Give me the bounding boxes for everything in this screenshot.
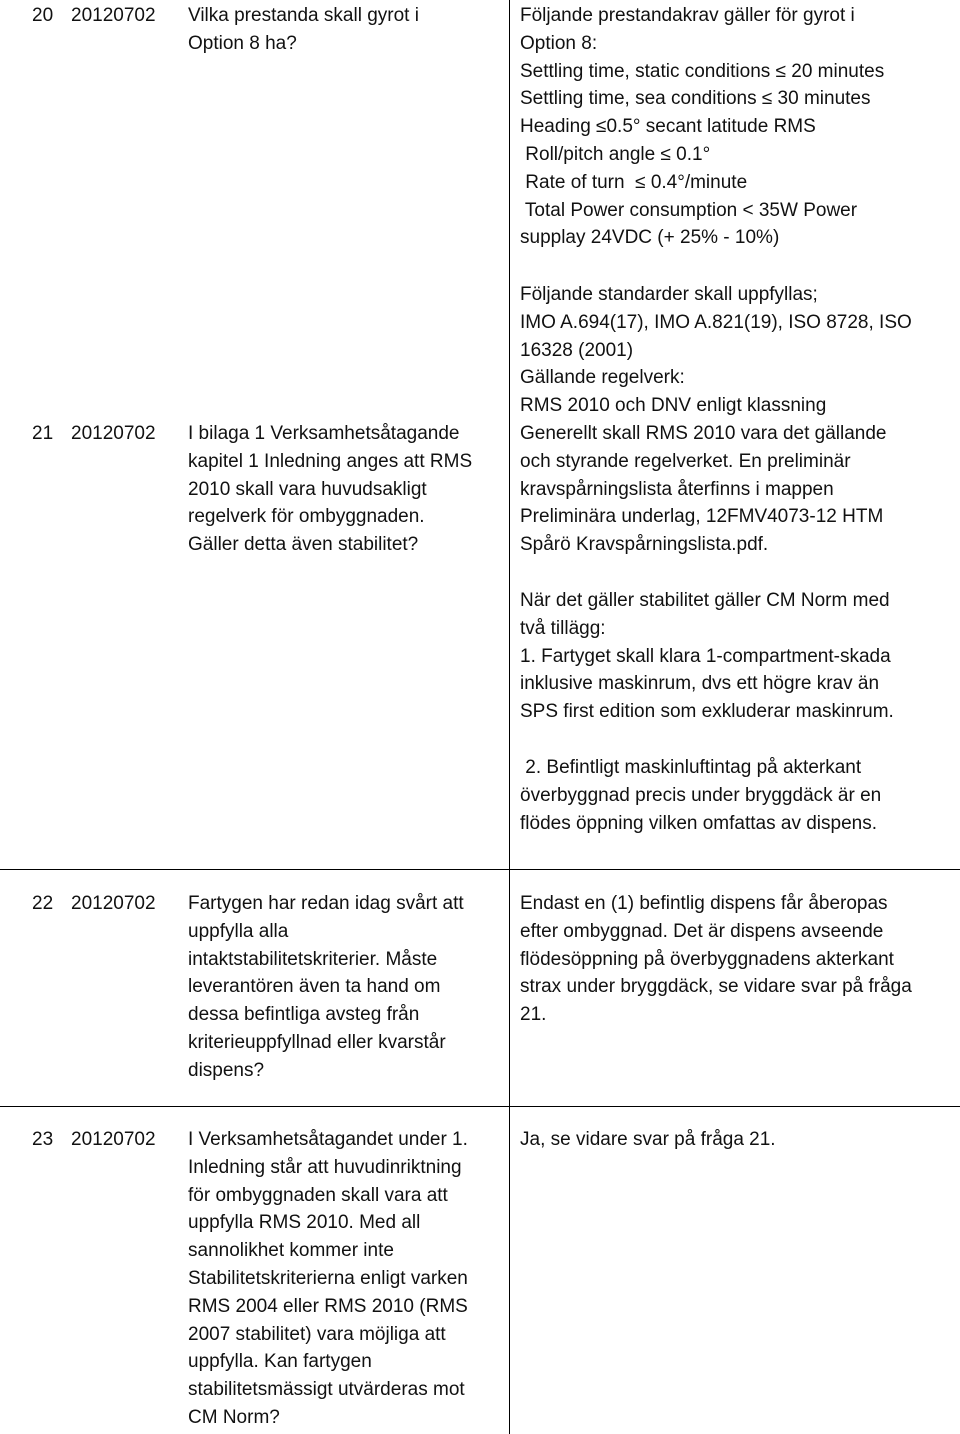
- question-line: CM Norm?: [188, 1406, 280, 1428]
- question-line: RMS 2004 eller RMS 2010 (RMS: [188, 1295, 468, 1317]
- answer-line: Gällande regelverk:: [520, 367, 685, 389]
- question-line: I Verksamhetsåtagandet under 1.: [188, 1129, 468, 1150]
- answer-line: Spårö Kravspårningslista.pdf.: [520, 534, 769, 556]
- answer-line: strax under bryggdäck, se vidare svar på fråga: [520, 976, 912, 998]
- answer-line: 21.: [520, 1004, 547, 1026]
- question-line: Inledning står att huvudinriktning: [188, 1156, 462, 1178]
- question-cell: [188, 420, 472, 559]
- answer-line: Preliminära underlag, 12FMV4073-12 HTM: [520, 506, 884, 528]
- question-line: sannolikhet kommer inte: [188, 1240, 394, 1262]
- question-line: 2007 stabilitet) vara möjliga att: [188, 1323, 446, 1345]
- row-divider-21-22: [0, 869, 960, 870]
- answer-line: IMO A.694(17), IMO A.821(19), ISO 8728, ISO: [520, 311, 912, 333]
- answer-cell-part1: [520, 281, 912, 559]
- question-cell: [188, 890, 464, 1085]
- answer-line: Följande standarder skall uppfyllas;: [520, 284, 818, 305]
- answer-cell: [520, 890, 912, 1029]
- question-line: dispens?: [188, 1059, 265, 1081]
- answer-line: supplay 24VDC (+ 25% - 10%): [520, 227, 780, 249]
- answer-line: Generellt skall RMS 2010 vara det gällande: [520, 422, 887, 444]
- answer-line: inklusive maskinrum, dvs ett högre krav än: [520, 673, 880, 695]
- question-line: Vilka prestanda skall gyrot i: [188, 5, 419, 26]
- question-line: för ombyggnaden skall vara att: [188, 1184, 448, 1206]
- answer-line: två tillägg:: [520, 617, 606, 639]
- answer-line: och styrande regelverket. En preliminär: [520, 450, 851, 472]
- question-cell: [188, 2, 419, 58]
- question-line: leverantören även ta hand om: [188, 976, 441, 998]
- answer-line: SPS first edition som exkluderar maskinrum.: [520, 701, 894, 723]
- answer-line: överbyggnad precis under bryggdäck är en: [520, 784, 882, 806]
- row-divider-22-23: [0, 1106, 960, 1107]
- answer-line: Rate of turn ≤ 0.4°/minute: [520, 171, 748, 193]
- answer-line: 1. Fartyget skall klara 1-compartment-skada: [520, 645, 891, 667]
- answer-cell: [520, 2, 884, 252]
- answer-line: 2. Befintligt maskinluftintag på akterkant: [520, 757, 862, 778]
- question-cell: [188, 1126, 468, 1432]
- row-number: 21: [32, 423, 54, 444]
- row-number: 20: [32, 5, 54, 26]
- row-number: 23: [32, 1129, 54, 1150]
- answer-line: 16328 (2001): [520, 339, 634, 361]
- question-line: Option 8 ha?: [188, 32, 297, 54]
- answer-line: flödesöppning på överbyggnadens akterkant: [520, 948, 894, 970]
- row-date: 20120702: [71, 423, 156, 444]
- row-date: 20120702: [71, 5, 156, 26]
- question-line: dessa befintliga avsteg från: [188, 1004, 420, 1026]
- answer-line: Heading ≤0.5° secant latitude RMS: [520, 116, 816, 138]
- question-line: Gäller detta även stabilitet?: [188, 534, 419, 556]
- answer-line: kravspårningslista återfinns i mappen: [520, 478, 834, 500]
- answer-line: Roll/pitch angle ≤ 0.1°: [520, 143, 711, 165]
- question-line: 2010 skall vara huvudsakligt: [188, 478, 427, 500]
- question-line: Fartygen har redan idag svårt att: [188, 893, 464, 914]
- question-line: Stabilitetskriterierna enligt varken: [188, 1267, 468, 1289]
- answer-cell-part2: [520, 587, 894, 726]
- answer-cell: [520, 1126, 776, 1154]
- answer-line: Option 8:: [520, 32, 598, 54]
- answer-line: flödes öppning vilken omfattas av dispens.: [520, 812, 877, 834]
- answer-line: När det gäller stabilitet gäller CM Norm med: [520, 590, 890, 611]
- question-line: kapitel 1 Inledning anges att RMS: [188, 450, 473, 472]
- row-number: 22: [32, 893, 54, 914]
- question-line: uppfylla. Kan fartygen: [188, 1351, 372, 1373]
- answer-line: efter ombyggnad. Det är dispens avseende: [520, 920, 884, 942]
- answer-line: RMS 2010 och DNV enligt klassning: [520, 395, 827, 417]
- answer-line: Total Power consumption < 35W Power: [520, 199, 858, 221]
- answer-cell-part3: [520, 754, 881, 837]
- question-line: intaktstabilitetskriterier. Måste: [188, 948, 438, 970]
- question-line: uppfylla alla: [188, 920, 289, 942]
- row-date: 20120702: [71, 893, 156, 914]
- row-date: 20120702: [71, 1129, 156, 1150]
- answer-line: Settling time, sea conditions ≤ 30 minutes: [520, 88, 871, 110]
- question-line: kriterieuppfyllnad eller kvarstår: [188, 1031, 446, 1053]
- question-line: uppfylla RMS 2010. Med all: [188, 1212, 421, 1234]
- answer-line: Följande prestandakrav gäller för gyrot i: [520, 5, 855, 26]
- column-divider-question-answer: [509, 0, 510, 1434]
- question-line: regelverk för ombyggnaden.: [188, 506, 425, 528]
- answer-line: Ja, se vidare svar på fråga 21.: [520, 1129, 776, 1150]
- question-line: I bilaga 1 Verksamhetsåtagande: [188, 423, 460, 444]
- answer-line: Endast en (1) befintlig dispens får åberopas: [520, 893, 888, 914]
- question-line: stabilitetsmässigt utvärderas mot: [188, 1379, 465, 1401]
- answer-line: Settling time, static conditions ≤ 20 minutes: [520, 60, 885, 82]
